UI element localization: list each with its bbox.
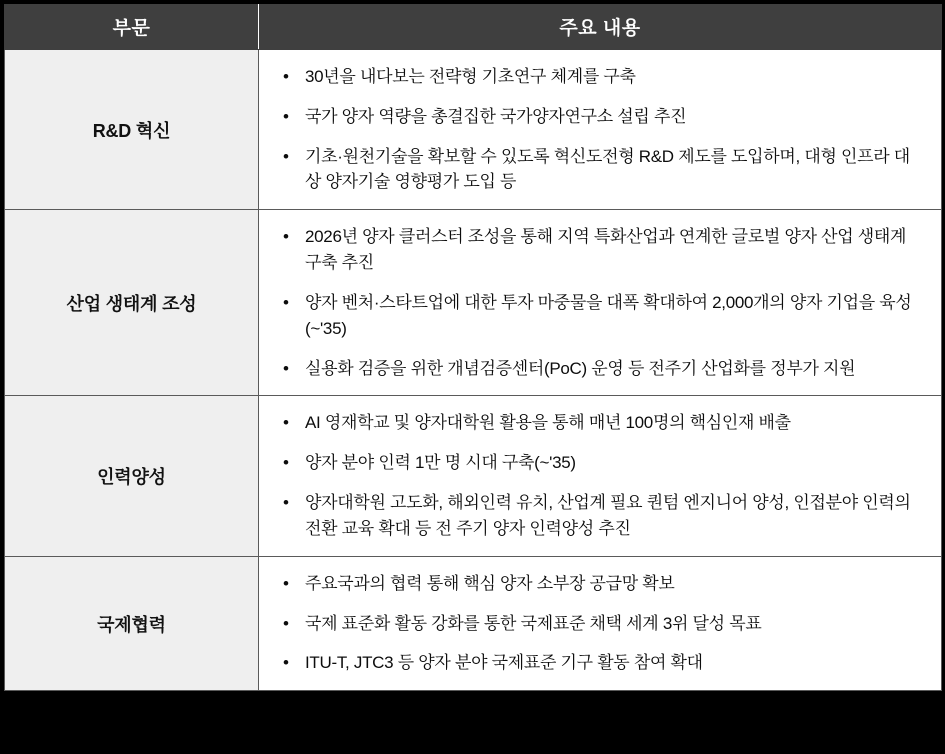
bullet-icon: • bbox=[283, 493, 289, 513]
policy-matrix-table bbox=[4, 4, 942, 691]
list-item-text: 국제 표준화 활동 강화를 통한 국제표준 채택 세계 3위 달성 목표 bbox=[305, 613, 762, 633]
bullet-icon: • bbox=[283, 613, 289, 633]
list-item-text: 국가 양자 역량을 총결집한 국가양자연구소 설립 추진 bbox=[305, 106, 687, 126]
column-header-sector: 부문 bbox=[5, 5, 259, 50]
bullet-icon: • bbox=[283, 653, 289, 673]
list-item-text: 2026년 양자 클러스터 조성을 통해 지역 특화산업과 연계한 글로벌 양자 산업 생태계 구축 추진 bbox=[305, 227, 907, 273]
bullet-icon: • bbox=[283, 453, 289, 473]
list-item-text: 30년을 내다보는 전략형 기초연구 체계를 구축 bbox=[305, 67, 636, 86]
content-cell-international-cooperation bbox=[259, 556, 942, 690]
list-item-text: ITU-T, JTC3 등 양자 분야 국제표준 기구 활동 참여 확대 bbox=[305, 653, 703, 673]
list-item-text: AI 영재학교 및 양자대학원 활용을 통해 매년 100명의 핵심인재 배출 bbox=[305, 413, 791, 433]
list-item bbox=[277, 224, 925, 276]
list-item bbox=[277, 650, 925, 676]
table-header bbox=[5, 5, 942, 50]
bullet-list bbox=[277, 224, 925, 381]
bullet-icon: • bbox=[283, 227, 289, 247]
list-item bbox=[277, 450, 925, 476]
table-header-row bbox=[5, 5, 942, 50]
content-cell-rnd-innovation bbox=[259, 50, 942, 210]
bullet-list bbox=[277, 571, 925, 676]
content-cell-talent-development bbox=[259, 396, 942, 556]
list-item bbox=[277, 571, 925, 597]
list-item bbox=[277, 290, 925, 342]
list-item bbox=[277, 356, 925, 382]
list-item bbox=[277, 410, 925, 436]
table-row bbox=[5, 50, 942, 210]
bullet-list bbox=[277, 64, 925, 195]
list-item-text: 양자대학원 고도화, 해외인력 유치, 산업계 필요 퀀텀 엔지니어 양성, 인접분야 인력의 전환 교육 확대 등 전 주기 양자 인력양성 추진 bbox=[305, 493, 911, 538]
bullet-icon: • bbox=[283, 358, 289, 378]
table-row bbox=[5, 210, 942, 396]
list-item bbox=[277, 490, 925, 542]
list-item-text: 주요국과의 협력 통해 핵심 양자 소부장 공급망 확보 bbox=[305, 573, 675, 593]
content-cell-industry-ecosystem bbox=[259, 210, 942, 396]
bullet-list bbox=[277, 410, 925, 541]
sector-cell-industry-ecosystem: 산업 생태계 조성 bbox=[5, 210, 259, 396]
table-row bbox=[5, 396, 942, 556]
column-header-content: 주요 내용 bbox=[259, 5, 942, 50]
table-row bbox=[5, 556, 942, 690]
bullet-icon: • bbox=[283, 413, 289, 433]
list-item bbox=[277, 611, 925, 637]
list-item-text: 양자 벤처·스타트업에 대한 투자 마중물을 대폭 확대하여 2,000개의 양자 기업을 육성(~'35) bbox=[305, 292, 912, 338]
list-item-text: 실용화 검증을 위한 개념검증센터(PoC) 운영 등 전주기 산업화를 정부가 지원 bbox=[305, 358, 856, 378]
list-item-text: 양자 분야 인력 1만 명 시대 구축(~'35) bbox=[305, 453, 576, 473]
list-item bbox=[277, 104, 925, 130]
sector-cell-rnd-innovation: R&D 혁신 bbox=[5, 50, 259, 210]
list-item bbox=[277, 64, 925, 90]
bullet-icon: • bbox=[283, 106, 289, 126]
list-item bbox=[277, 144, 925, 196]
list-item-text: 기초·원천기술을 확보할 수 있도록 혁신도전형 R&D 제도를 도입하며, 대형 인프라 대상 양자기술 영향평가 도입 등 bbox=[305, 146, 910, 192]
bullet-icon: • bbox=[283, 67, 289, 86]
sector-cell-international-cooperation: 국제협력 bbox=[5, 556, 259, 690]
sector-cell-talent-development: 인력양성 bbox=[5, 396, 259, 556]
table-body bbox=[5, 50, 942, 691]
bullet-icon: • bbox=[283, 573, 289, 593]
bullet-icon: • bbox=[283, 146, 289, 166]
bullet-icon: • bbox=[283, 292, 289, 312]
